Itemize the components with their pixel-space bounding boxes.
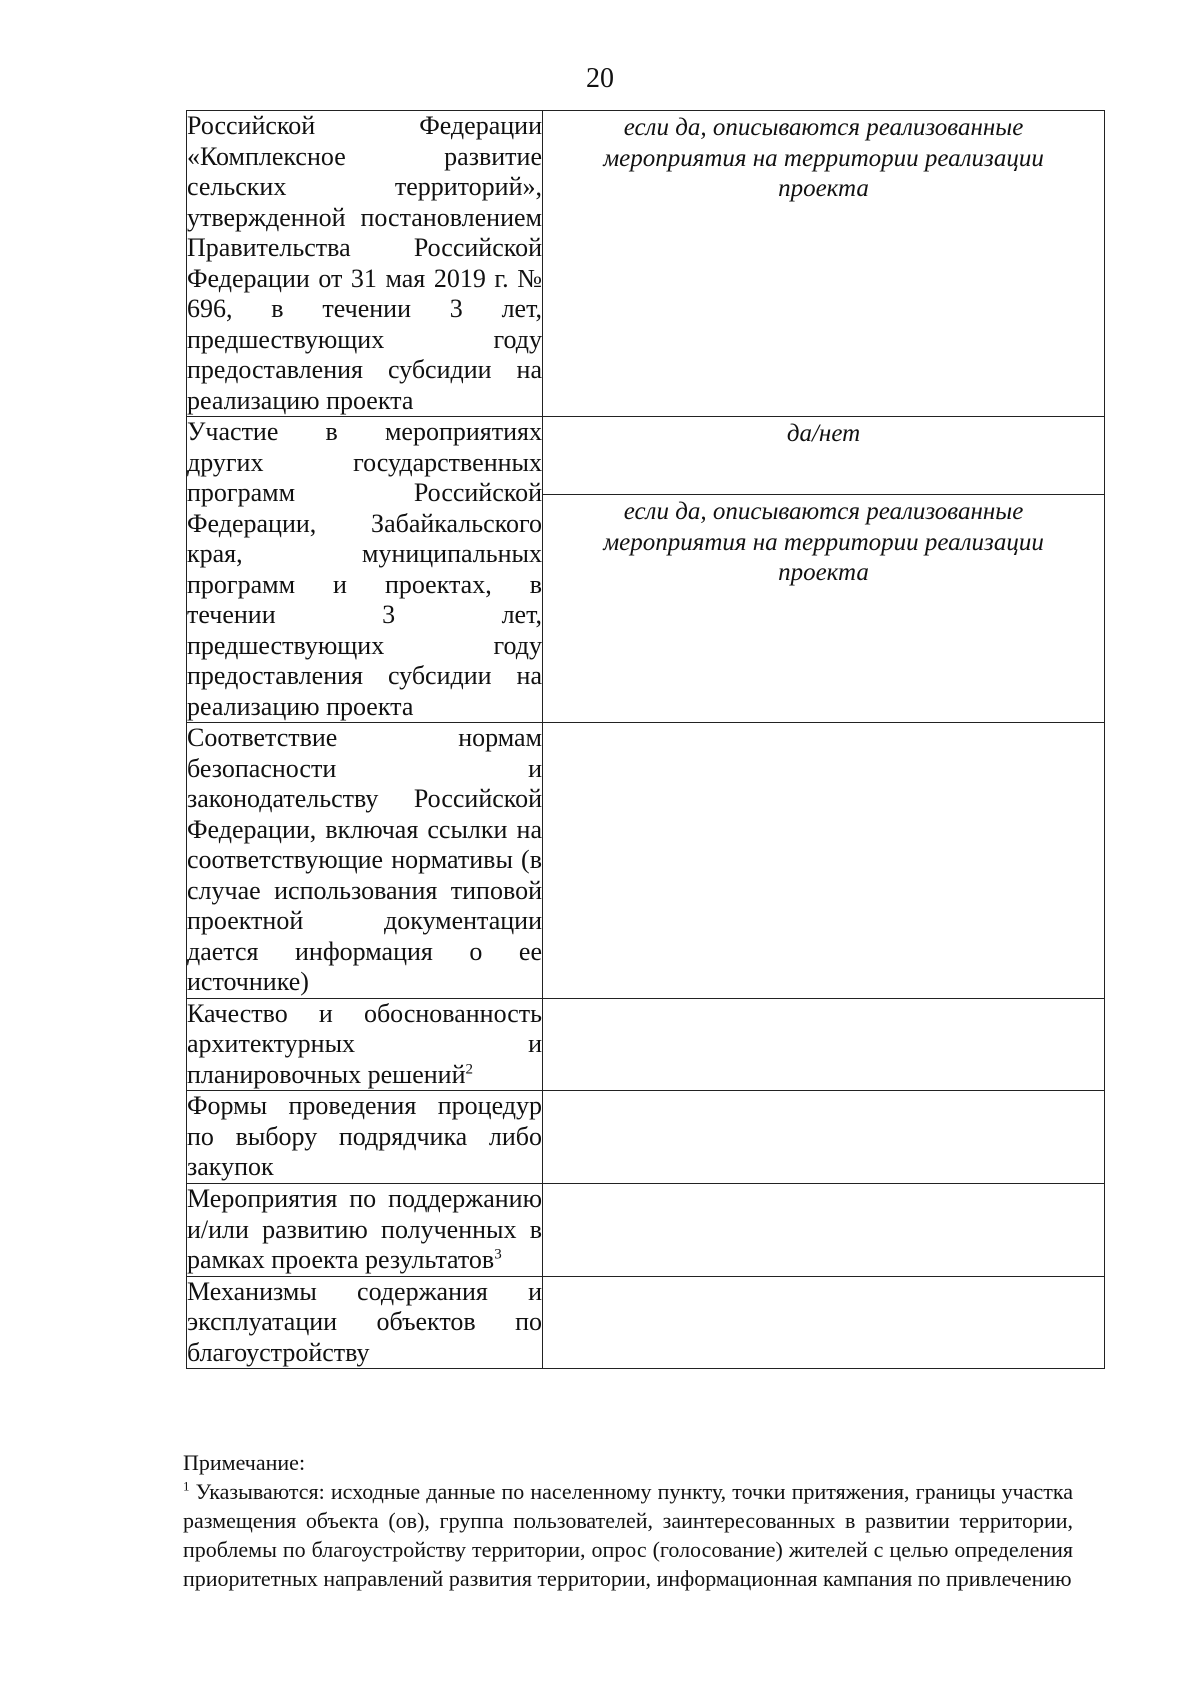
empty-cell <box>543 998 1105 1091</box>
criterion-cell <box>187 417 543 723</box>
criterion-text: Формы проведения процедур по выбору подрядчика либо закупок <box>187 1091 542 1181</box>
description-cell <box>543 111 1105 417</box>
criterion-cell <box>187 723 543 999</box>
description-text: если да, описываются реализованные мероприятия на территории реализации проекта <box>603 498 1044 587</box>
table-row <box>187 417 1105 495</box>
table-row <box>187 111 1105 417</box>
criterion-cell <box>187 1091 543 1184</box>
note-section <box>183 1448 1073 1593</box>
table-row <box>187 723 1105 999</box>
empty-cell <box>543 723 1105 999</box>
footnote-ref: 2 <box>465 1060 473 1077</box>
criterion-text: Соответствие нормам безопасности и законодательству Российской Федерации, включая ссылки на соответствующие нормативы (в случае использования типовой проектной документации дается информация о ее источнике) <box>187 723 542 996</box>
note-title: Примечание: <box>183 1450 306 1475</box>
criterion-cell <box>187 1184 543 1277</box>
yes-no-text: да/нет <box>786 420 861 447</box>
table-row <box>187 998 1105 1091</box>
description-cell <box>543 495 1105 723</box>
criterion-cell <box>187 998 543 1091</box>
empty-cell <box>543 1276 1105 1369</box>
table-row <box>187 1091 1105 1184</box>
criterion-text-body: Мероприятия по поддержанию и/или развитию полученных в рамках проекта результатов <box>187 1184 542 1274</box>
footnote-1 <box>183 1477 1073 1593</box>
criterion-text <box>187 1184 542 1276</box>
page-number: 20 <box>586 63 614 94</box>
criterion-text: Участие в мероприятиях других государственных программ Российской Федерации, Забайкальского края, муниципальных программ и проектах, в течении 3 лет, предшествующих году предоставления субсидии на реализацию проекта <box>187 417 542 721</box>
empty-cell <box>543 1091 1105 1184</box>
table-row <box>187 1276 1105 1369</box>
criterion-text-body: Качество и обоснованность архитектурных и планировочных решений <box>187 998 542 1089</box>
empty-cell <box>543 1184 1105 1277</box>
criterion-cell <box>187 111 543 417</box>
footnote-text: Указываются: исходные данные по населенному пункту, точки притяжения, границы участка размещения объекта (ов), группа пользователей, заинтересованных в развитии территории, проблемы по благоустройству территории, опрос (голосование) жителей с целью определения приоритетных направлений развития территории, информационная кампания по привлечению <box>183 1479 1073 1591</box>
criteria-table <box>186 110 1105 1369</box>
footnote-mark: 1 <box>183 1478 190 1494</box>
criterion-cell <box>187 1276 543 1369</box>
yes-no-cell <box>543 417 1105 495</box>
footnote-ref: 3 <box>494 1246 502 1263</box>
description-text: если да, описываются реализованные мероприятия на территории реализации проекта <box>603 114 1044 202</box>
criterion-text: Российской Федерации «Комплексное развитие сельских территорий», утвержденной постановлением Правительства Российской Федерации от 31 мая 2019 г. № 696, в течении 3 лет, предшествующих году предоставления субсидии на реализацию проекта <box>187 111 542 415</box>
criterion-text <box>187 999 542 1091</box>
table-row <box>187 1184 1105 1277</box>
criterion-text: Механизмы содержания и эксплуатации объектов по благоустройству <box>187 1276 542 1367</box>
